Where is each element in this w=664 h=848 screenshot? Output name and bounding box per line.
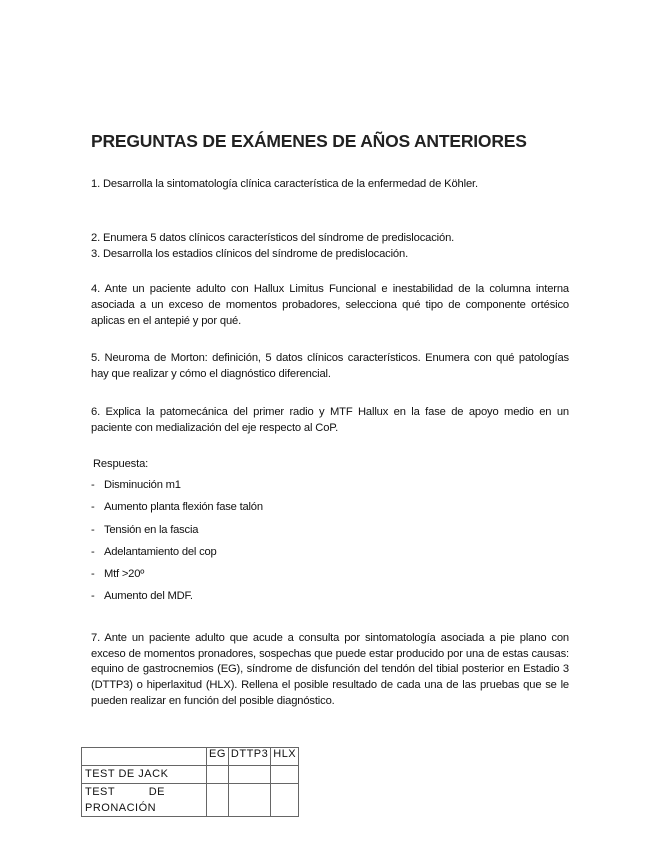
question-6: 6. Explica la patomecánica del primer radio y MTF Hallux en la fase de apoyo medio en un paciente con medialización del eje respecto al CoP. [91, 406, 569, 434]
dash-bullet-icon: - [91, 523, 95, 536]
question-3: 3. Desarrolla los estadios clínicos del síndrome de predislocación. [91, 248, 409, 260]
list-item [91, 588, 263, 610]
column-header-dttp3: DTTP3 [228, 748, 270, 766]
answer-text: Aumento planta flexión fase talón [104, 501, 263, 514]
table-row [82, 784, 299, 817]
row-label-word: TEST [85, 786, 116, 798]
tests-table [81, 747, 299, 817]
question-1: 1. Desarrolla la sintomatología clínica característica de la enfermedad de Köhler. [91, 178, 478, 190]
row-label-test-de-jack: TEST DE JACK [82, 766, 207, 784]
list-item [91, 499, 263, 521]
table-row [82, 766, 299, 784]
dash-bullet-icon: - [91, 501, 95, 514]
page-title: PREGUNTAS DE EXÁMENES DE AÑOS ANTERIORES [91, 131, 527, 151]
answer-heading: Respuesta: [93, 458, 149, 470]
list-item [91, 477, 263, 499]
table-cell[interactable] [271, 766, 299, 784]
list-item [91, 522, 263, 544]
list-item [91, 566, 263, 588]
table-cell[interactable] [228, 766, 270, 784]
answer-list [91, 477, 263, 611]
answer-text: Aumento del MDF. [104, 590, 193, 603]
table-cell[interactable] [207, 784, 229, 817]
row-label-line-2: PRONACIÓN [85, 802, 157, 814]
table-cell[interactable] [271, 784, 299, 817]
row-label-line-1 [85, 784, 165, 800]
answer-text: Mtf >20º [104, 568, 145, 581]
table-cell[interactable] [207, 766, 229, 784]
column-header-eg: EG [207, 748, 229, 766]
question-4: 4. Ante un paciente adulto con Hallux Limitus Funcional e inestabilidad de la columna interna asociada a un exceso de momentos probadores, selecciona qué tipo de componente ortésico aplicas en el antepié y por qué. [91, 283, 569, 327]
answer-text: Adelantamiento del cop [104, 545, 217, 558]
dash-bullet-icon: - [91, 568, 95, 581]
dash-bullet-icon: - [91, 590, 95, 603]
row-label-word: DE [148, 786, 165, 798]
answer-text: Disminución m1 [104, 479, 181, 491]
row-label-test-de-pronacion [82, 784, 207, 817]
question-7: 7. Ante un paciente adulto que acude a consulta por sintomatología asociada a pie plano con exceso de momentos pronadores, sospechas que puede estar producido por una de estas causas: equino de gastrocnemios (EG), síndrome de disfunción del tendón del tibial posterior en Estadio 3 (DTTP3) o hiperlaxitud (HLX). Rellena el posible resultado de cada una de las pruebas que se le pueden realizar en función del posible diagnóstico. [91, 632, 569, 707]
question-5: 5. Neuroma de Morton: definición, 5 datos clínicos característicos. Enumera con qué patologías hay que realizar y cómo el diagnóstico diferencial. [91, 352, 569, 380]
dash-bullet-icon: - [91, 479, 95, 491]
table-corner-cell [82, 748, 207, 766]
answer-text: Tensión en la fascia [104, 523, 199, 536]
dash-bullet-icon: - [91, 545, 95, 558]
question-2: 2. Enumera 5 datos clínicos característicos del síndrome de predislocación. [91, 232, 455, 244]
question-group-2-3 [91, 230, 569, 262]
table-header-row [82, 748, 299, 766]
column-header-hlx: HLX [271, 748, 299, 766]
table-cell[interactable] [228, 784, 270, 817]
list-item [91, 544, 263, 566]
